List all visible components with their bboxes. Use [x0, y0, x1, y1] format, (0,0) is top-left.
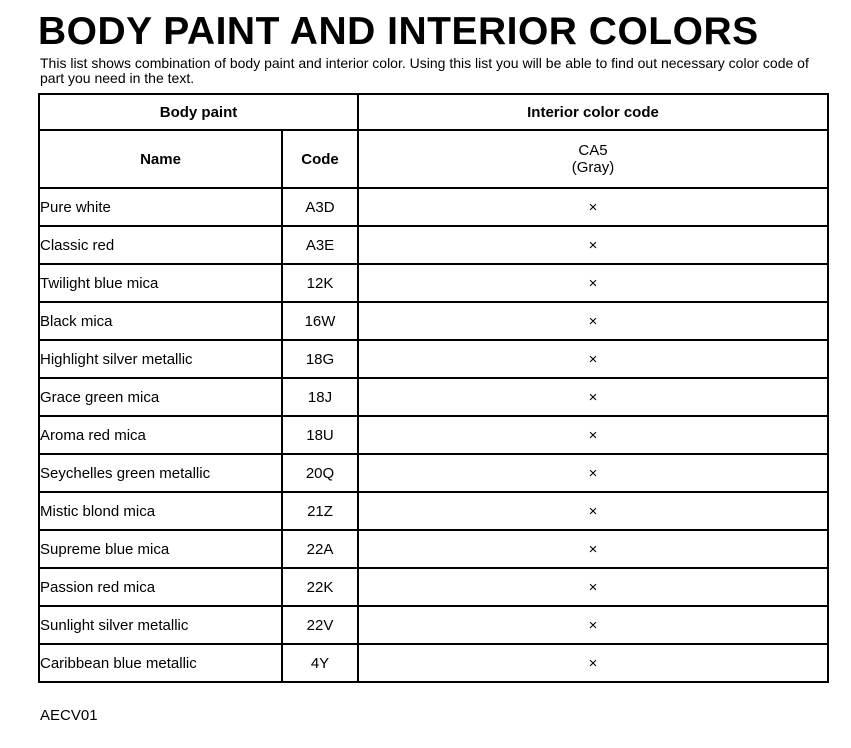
body-paint-header: Body paint [39, 94, 358, 130]
combination-mark: × [358, 302, 828, 340]
name-column-header: Name [39, 130, 282, 188]
table-row [39, 568, 828, 606]
paint-name-cell: Highlight silver metallic [39, 340, 282, 378]
table-row [39, 340, 828, 378]
combination-mark: × [358, 568, 828, 606]
table-row [39, 644, 828, 682]
paint-code-cell: 18U [282, 416, 358, 454]
paint-code-cell: A3E [282, 226, 358, 264]
color-table [38, 93, 829, 683]
paint-name-cell: Seychelles green metallic [39, 454, 282, 492]
table-row [39, 264, 828, 302]
page-title: BODY PAINT AND INTERIOR COLORS [38, 10, 759, 53]
interior-code-label: CA5 [578, 142, 608, 159]
table-body [39, 188, 828, 682]
table-row [39, 378, 828, 416]
combination-mark: × [358, 492, 828, 530]
table-row [39, 530, 828, 568]
interior-color-header: Interior color code [358, 94, 828, 130]
interior-name-label: (Gray) [571, 159, 615, 176]
combination-mark: × [358, 378, 828, 416]
combination-mark: × [358, 264, 828, 302]
paint-code-cell: 16W [282, 302, 358, 340]
paint-name-cell: Grace green mica [39, 378, 282, 416]
combination-mark: × [358, 454, 828, 492]
paint-name-cell: Twilight blue mica [39, 264, 282, 302]
paint-code-cell: A3D [282, 188, 358, 226]
paint-name-cell: Mistic blond mica [39, 492, 282, 530]
table-row [39, 492, 828, 530]
combination-mark: × [358, 530, 828, 568]
intro-text: This list shows combination of body paint and interior color. Using this list you will be able to find out necessary color code of part you need in the text. [40, 55, 809, 86]
combination-mark: × [358, 340, 828, 378]
table-row [39, 606, 828, 644]
table-row [39, 188, 828, 226]
paint-code-cell: 22K [282, 568, 358, 606]
paint-code-cell: 22V [282, 606, 358, 644]
interior-code-column-header [358, 130, 828, 188]
paint-name-cell: Aroma red mica [39, 416, 282, 454]
paint-name-cell: Pure white [39, 188, 282, 226]
group-header-row [39, 94, 828, 130]
table-row [39, 226, 828, 264]
paint-code-cell: 20Q [282, 454, 358, 492]
paint-code-cell: 18G [282, 340, 358, 378]
paint-name-cell: Black mica [39, 302, 282, 340]
paint-code-cell: 4Y [282, 644, 358, 682]
combination-mark: × [358, 188, 828, 226]
paint-name-cell: Caribbean blue metallic [39, 644, 282, 682]
combination-mark: × [358, 606, 828, 644]
table-row [39, 416, 828, 454]
code-column-header: Code [282, 130, 358, 188]
paint-name-cell: Passion red mica [39, 568, 282, 606]
table-row [39, 454, 828, 492]
paint-code-cell: 21Z [282, 492, 358, 530]
paint-name-cell: Supreme blue mica [39, 530, 282, 568]
column-header-row [39, 130, 828, 188]
combination-mark: × [358, 226, 828, 264]
combination-mark: × [358, 416, 828, 454]
figure-code: AECV01 [40, 707, 98, 724]
paint-name-cell: Sunlight silver metallic [39, 606, 282, 644]
paint-code-cell: 12K [282, 264, 358, 302]
paint-code-cell: 18J [282, 378, 358, 416]
table-row [39, 302, 828, 340]
paint-name-cell: Classic red [39, 226, 282, 264]
paint-code-cell: 22A [282, 530, 358, 568]
combination-mark: × [358, 644, 828, 682]
